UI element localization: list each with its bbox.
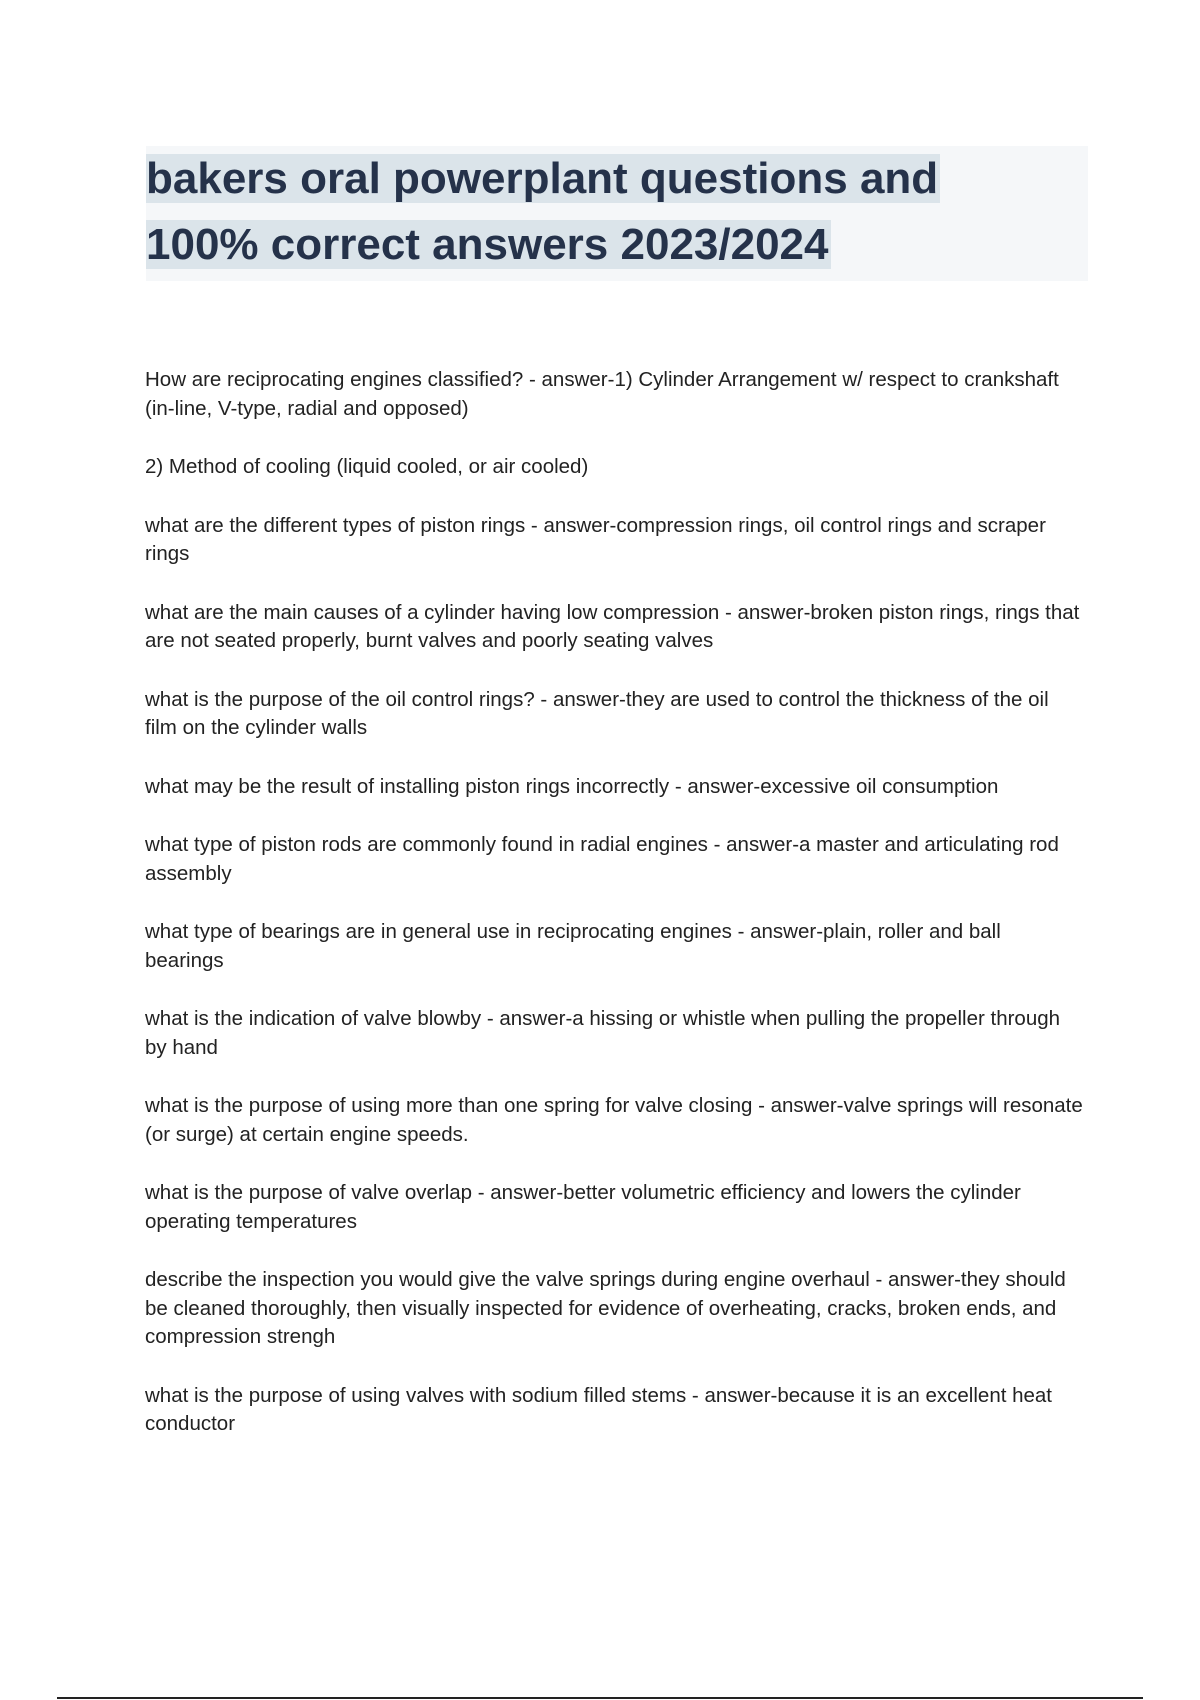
document-title [146, 146, 1088, 278]
qa-paragraph-6: what may be the result of installing piston rings incorrectly - answer-excessive oil consumption [145, 774, 999, 798]
qa-paragraph-1: How are reciprocating engines classified? - answer-1) Cylinder Arrangement w/ respect to crankshaft (in-line, V-type, radial and opposed) [145, 368, 1059, 420]
qa-paragraph-10: what is the purpose of using more than one spring for valve closing - answer-valve springs will resonate (or surge) at certain engine speeds. [145, 1094, 1083, 1146]
qa-paragraph-2: 2) Method of cooling (liquid cooled, or air cooled) [145, 455, 589, 478]
footer-divider [57, 1697, 1143, 1699]
document-body [145, 366, 1085, 1469]
qa-paragraph-7: what type of piston rods are commonly found in radial engines - answer-a master and articulating rod assembly [145, 833, 1059, 885]
qa-paragraph-9: what is the indication of valve blowby - answer-a hissing or whistle when pulling the propeller through by hand [145, 1007, 1061, 1059]
qa-paragraph-3: what are the different types of piston rings - answer-compression rings, oil control rings and scraper rings [145, 513, 1046, 565]
title-block [146, 146, 1088, 281]
qa-paragraph-13: what is the purpose of using valves with sodium filled stems - answer-because it is an excellent heat conductor [145, 1383, 1053, 1435]
qa-paragraph-11: what is the purpose of valve overlap - answer-better volumetric efficiency and lowers the cylinder operating temperatures [145, 1181, 1021, 1233]
qa-paragraph-12: describe the inspection you would give the valve springs during engine overhaul - answer-they should be cleaned thoroughly, then visually inspected for evidence of overheating, cracks, broken ends, and compression strengh [145, 1268, 1066, 1348]
qa-paragraph-8: what type of bearings are in general use in reciprocating engines - answer-plain, roller and ball bearings [145, 920, 1001, 972]
qa-paragraph-4: what are the main causes of a cylinder having low compression - answer-broken piston rings, rings that are not seated properly, burnt valves and poorly seating valves [145, 600, 1080, 652]
title-line-2: 100% correct answers 2023/2024 [146, 220, 829, 269]
qa-paragraph-5: what is the purpose of the oil control rings? - answer-they are used to control the thickness of the oil film on the cylinder walls [145, 687, 1049, 739]
title-line-1: bakers oral powerplant questions and [146, 154, 939, 203]
